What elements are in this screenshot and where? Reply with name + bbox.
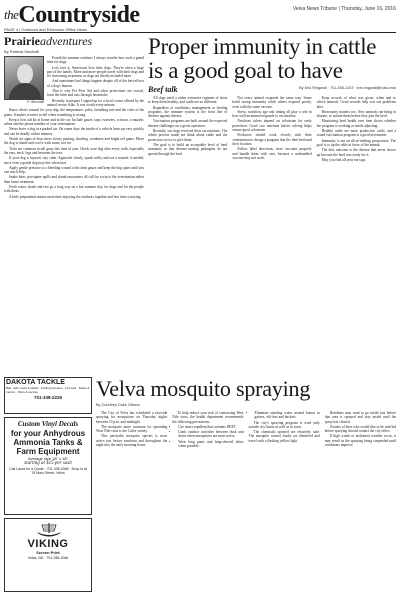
beef-paragraph: Vaccination programs are built around the expected disease challenges on a given operation. [148,119,228,128]
beef-paragraph: Biosecurity matters too. New animals can bring in disease, so isolate them before they join the herd. [316,109,396,119]
section-title [4,1,140,29]
vinyl-ad-contact: Call Laura for a Quote · 701-338-2066 · Drop in at 75 Main Street, Velva [9,467,87,476]
beef-paragraph: Healthy cattle are more productive cattle, and a sound vaccination program is a good investment. [316,129,396,138]
mosquito-paragraph: Residents may want to go inside just before that area is sprayed and stay inside until the spray has cleared. [324,411,396,424]
prairie-heading-bold: Prairie [4,35,40,48]
photo-shoulders-shape [9,83,41,100]
dakota-ad-services: Bait, rods, reels & tackle · Fishing licenses · Live bait · Boats & motors · Parts & service [6,386,90,394]
beef-paragraph: Follow label directions, store vaccines properly and handle them with care, because a mishandled vaccine may not work. [232,147,312,160]
prairie-paragraph: Never leave a dog in a parked car. On warm days the inside of a vehicle heats up very quickly and can be deadly within minutes. [4,127,144,136]
header-rule [4,32,396,33]
viking-logo-text: VIKING [27,538,69,550]
author-photo [4,56,44,100]
vinyl-ad-price: starting at $15 per sash [24,461,72,466]
beef-paragraph: Not every animal responds the same way. Some build strong immunity while others respond poorly, even with the same vaccine. [232,96,312,109]
mosquito-paragraph: If high winds or inclement weather occur, it may result in the spraying being suspended until conditions improve. [324,434,396,448]
prairie-paragraph: Recently to prepare I signed up for a local course offered by the animal rescue folks. It was worth every minute. [47,98,144,107]
paper-date-line: Velva News Tribune | Thursday, June 16, 2016 [292,6,396,12]
photo-caption: P. Stockdill [27,100,44,104]
prairie-paragraph: That is why Pet First Aid and other protections are crucial, from the bites and cuts through heatstroke. [47,89,144,98]
mosquito-bullet-item: • Eliminate standing water around homes in gutters, old tires and buckets. [255,411,320,420]
beef-paragraph: Recently, our dogs received their vaccinations. The whole process made me think about cattle and the protection we try to give them. [148,129,228,142]
dakota-ad-title: DAKOTA TACKLE [6,379,65,386]
prairie-adventures-column [4,35,144,373]
ad-column [4,377,92,596]
prairie-paragraph: A little preparation means more time enjoying the outdoors together and less time worrying. [9,194,142,199]
prairie-paragraph: Watch for signs of heat stress: heavy panting, drooling, weakness and bright red gums. Move the dog to shade and cool it with water, not ice. [4,137,144,146]
beef-article [148,35,396,373]
mosquito-article-body [96,411,396,587]
beef-paragraph: May you find all your ear tags. [321,157,367,162]
viking-screen-print-ad [4,518,92,592]
beef-talk-label: Beef talk [148,85,178,94]
mosquito-article [96,377,396,596]
beef-article-body [148,96,396,373]
beef-headline: Proper immunity in cattle is a good goal to have [148,35,377,83]
mosquito-paragraph: Owners of bees who would like to be notified before spraying should contact the city office. [324,424,396,434]
mosquito-byline: By Courtney Duke Gibson [96,403,140,407]
beef-paragraph: All dogs need a rather extensive regimen of shots to keep them healthy, and cattle are no different. [148,96,228,105]
mosquito-bullet-item: • Use insect repellent that contains DEET. [178,425,243,429]
beef-paragraph: Immunity is not an all-or-nothing proposition. The goal is to tip the odds in favor of the animal. [316,138,396,147]
mosquito-paragraph: The mosquito more common for spreading West Nile virus is the Culex variety. [96,424,168,434]
prairie-paragraph: Let's face it, Americans love their dogs. They're often a large part of the family. More and more people travel with their dogs and it's increasing awareness as dogs are finally included more. [47,65,144,79]
mosquito-paragraph: The chemicals sprayed are relatively safe. The mosquito control trucks are identified and travel with a flashing yellow light. [248,430,320,443]
photo-face-shape [17,64,33,84]
vinyl-ad-size: Average size 18" x 18" [27,456,69,461]
mosquito-bullet-item: • Wear long pants and long-sleeved shirts when possible. [178,440,243,449]
dakota-ad-phone: 701-338-2225 [33,395,63,401]
beef-paragraph: The best outcome is the disease that never shows up because the herd was ready for it. [316,148,396,157]
prairie-byline: By Patricia Stockdill [4,49,40,54]
vinyl-decals-ad [4,417,92,515]
beef-paragraph: Monitoring herd health over time shows whether the program is working or needs adjusting. [316,119,396,128]
author-photo-block [4,56,44,104]
dakota-tackle-ad [4,377,92,414]
masthead [0,0,400,32]
mosquito-headline: Velva mosquito spraying [96,377,311,401]
section-title-prefix: the [4,7,19,22]
section-title-word: Countryside [18,2,140,28]
vinyl-ad-subtitle: for your Anhydrous Ammonia Tanks & Farm Equipment [10,429,86,456]
prairie-heading-italic: adventures [39,35,93,48]
mosquito-paragraph: The City of Velva has scheduled a citywide spraying for mosquitoes on Thursday nights between 10 p.m. and midnight. [96,411,168,424]
beef-paragraph: Regardless of conditions, management or feeding programs, the immune system is the front line of defense against disease. [148,105,228,119]
beef-paragraph: Producers should work closely with their veterinarian to design a program that fits their herd and their location. [232,133,312,146]
beef-paragraph: Keep records of what was given, when and to which animals. Good records help sort out problems later. [316,96,396,109]
prairie-paragraph: Fourth the summer outdoors I always wonder how such a grand time for dogs. [47,56,144,65]
prairie-paragraph: And sometimes bad things happen despite all of the best efforts of a dog's human. [47,79,144,88]
mosquito-paragraph: To help reduce your risk of contracting West Nile virus, the health department recommends the following precautions: [172,411,244,424]
viking-address: Velva, ND · 701-338-2066 [27,556,69,560]
prairie-paragraph: Apply gentle pressure to a bleeding wound with clean gauze and keep the dog quiet until you can reach help. [4,165,144,175]
vinyl-ad-title: Custom Vinyl Decals [17,420,79,428]
prairie-paragraph: Snake bites, porcupine quills and skunk encounters all call for a trip to the veterinarian rather than home treatment. [4,175,144,184]
mosquito-bullet-item: • Limit outdoor activities between dusk and dawn when mosquitoes are most active. [178,430,243,439]
beef-label-row [148,85,396,94]
viking-subtitle: Screen Print [36,550,60,555]
prairie-adventures-heading [4,35,144,48]
prairie-paragraph: Ticks are common in tall grass this time of year. Check your dog after every walk, especially the ears, neck, legs and between the toes. [4,146,144,155]
prairie-paragraph: Know what's normal for your dog: the temperature, pulse, breathing rate and the color of the gums. It makes it easier to tell when something is wrong. [4,108,144,117]
prairie-paragraph: Fresh water, shade and rest go a long way on a hot summer day, for dogs and for the people with them. [4,185,144,194]
prairie-paragraph: If your dog is injured, stay calm. Approach slowly, speak softly and use a muzzle if needed, since even a gentle dog may bite when hurt. [4,156,144,165]
beef-paragraph: Stress, nutrition, age and timing all play a role in how well an animal responds to vaccination. [232,109,312,119]
mosquito-paragraph: This particular mosquito species is most active just before sundown and throughout the night into the early morning hours. [96,434,168,448]
viking-ship-icon [35,522,63,538]
beef-byline: By Kris Ringwall · 701-456-1103 · kris.ringwall@ndsu.edu [299,86,396,90]
page-subtitle: PAGE 4 | Outdoors and Extension Office News [4,27,87,32]
beef-paragraph: The goal is to build an acceptable level of herd immunity so that disease-causing pathogens do not spread through the herd. [148,142,228,156]
prairie-paragraph: Keep a first aid kit at home and in the car. Include gauze, tape, tweezers, scissors, a muzzle, saline and the phone number of your veterinarian. [4,117,144,127]
mosquito-paragraph: The city's spraying program is used only outside city limits as well as in town. [248,420,320,429]
beef-paragraph: Newborn calves depend on colostrum for early protection. Good cow nutrition before calving helps ensure good colostrum. [232,119,312,133]
